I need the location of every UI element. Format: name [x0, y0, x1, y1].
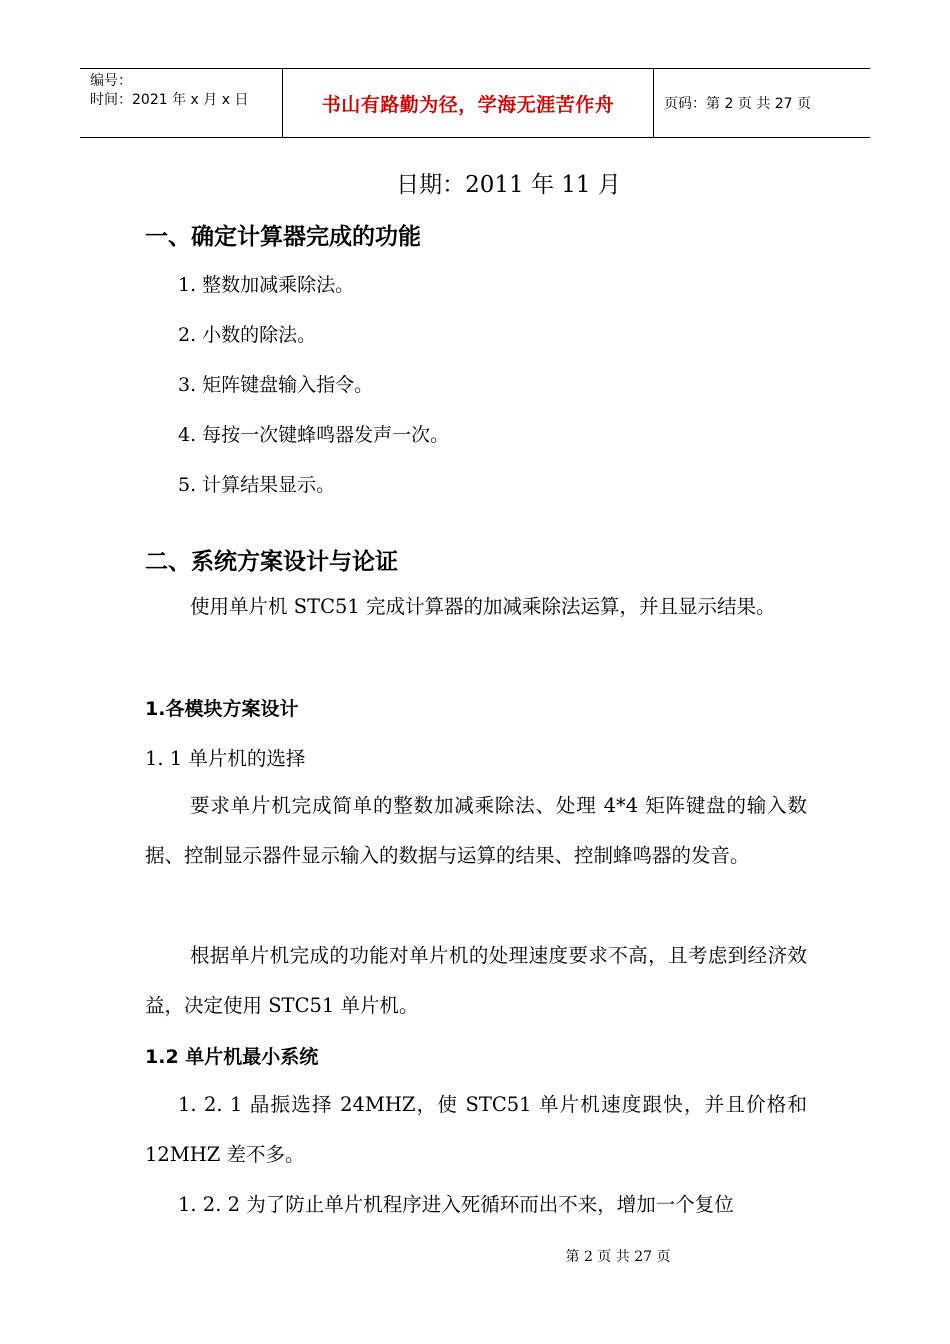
header-motto-cell — [282, 69, 654, 137]
list-item: 5. 计算结果显示。 — [178, 474, 336, 496]
header-meta — [80, 69, 282, 137]
header-time-label: 时间：2021 年 x 月 x 日 — [90, 92, 249, 108]
list-item: 2. 小数的除法。 — [178, 324, 317, 346]
paragraph-crystal: 1. 2. 1 晶振选择 24MHZ，使 STC51 单片机速度跟快，并且价格和 12MHZ 差不多。 — [145, 1093, 807, 1166]
header-number-label: 编号： — [90, 73, 132, 89]
section2-heading: 二、系统方案设计与论证 — [145, 549, 398, 575]
page-footer: 第 2 页 共 27 页 — [565, 1249, 671, 1265]
paragraph-reset: 1. 2. 2 为了防止单片机程序进入死循环而出不来，增加一个复位 — [178, 1193, 734, 1216]
header-motto: 书山有路勤为径，学海无涯苦作舟 — [321, 93, 615, 116]
list-item: 3. 矩阵键盘输入指令。 — [178, 374, 374, 396]
sub1-1-heading: 1. 1 单片机的选择 — [145, 747, 306, 770]
date-line: 日期：2011 年 11 月 — [396, 172, 621, 198]
page-header — [80, 68, 870, 138]
sub1-2-heading: 1.2 单片机最小系统 — [145, 1046, 319, 1068]
header-page-info: 页码：第 2 页 共 27 页 — [664, 96, 811, 112]
list-item: 4. 每按一次键蜂鸣器发声一次。 — [178, 424, 450, 446]
paragraph-mcu-requirements: 要求单片机完成简单的整数加减乘除法、处理 4*4 矩阵键盘的输入数据、控制显示器件显示输入的数据与运算的结果、控制蜂鸣器的发音。 — [145, 794, 807, 867]
paragraph-mcu-decision: 根据单片机完成的功能对单片机的处理速度要求不高，且考虑到经济效益，决定使用 STC51 单片机。 — [145, 944, 807, 1017]
list-item: 1. 整数加减乘除法。 — [178, 274, 355, 296]
section1-heading: 一、确定计算器完成的功能 — [145, 224, 421, 250]
sub1-heading: 1.各模块方案设计 — [145, 698, 299, 720]
section2-intro: 使用单片机 STC51 完成计算器的加减乘除法运算，并且显示结果。 — [190, 595, 776, 618]
